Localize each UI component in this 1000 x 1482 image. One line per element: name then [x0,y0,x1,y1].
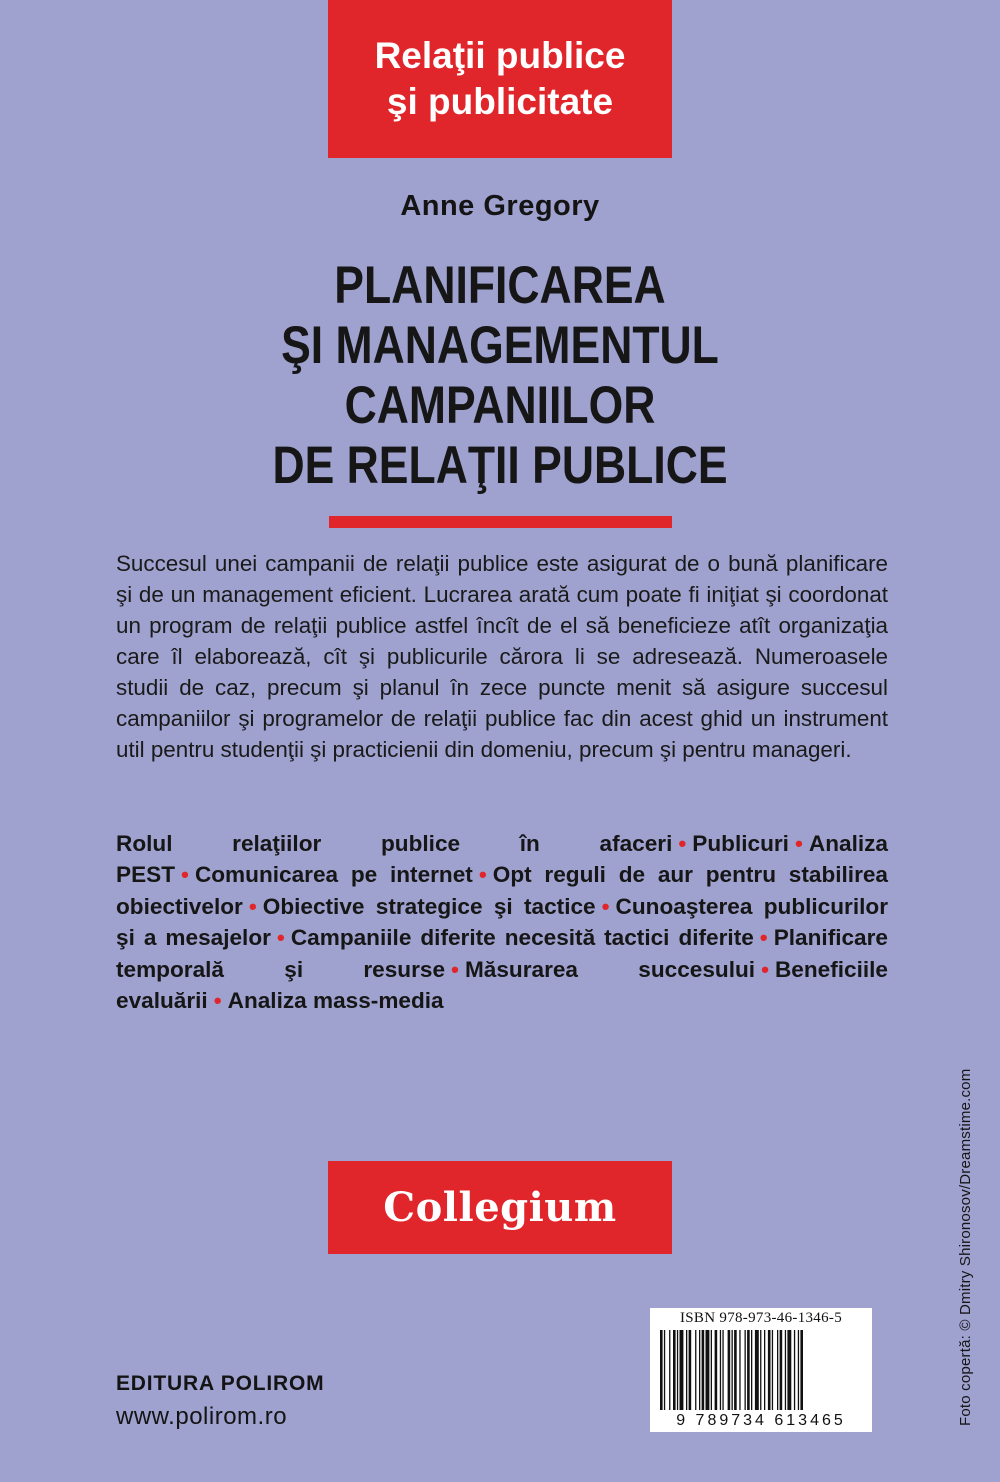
bullet-icon: • [276,925,285,951]
publisher-logo-box [328,1161,672,1254]
isbn-number: ISBN 978-973-46-1346-5 [679,1310,842,1326]
topic-item: Cunoaşterea publicurilor şi a mesajelor [116,893,888,951]
topic-item: Comunicarea pe internet [194,862,473,888]
barcode-bar [760,1330,761,1410]
barcode-bar [739,1330,740,1410]
title-line: CAMPANIILOR [344,376,656,435]
barcode-bar [680,1330,684,1410]
barcode-bar [695,1330,696,1410]
author-name: Anne Gregory [400,190,600,222]
barcode-bar [787,1330,791,1410]
topic-item: Opt reguli de aur pentru stabilirea obiectivelor [116,862,888,919]
barcode-bar [794,1330,795,1410]
bullet-icon: • [759,925,768,951]
barcode-bar [728,1330,731,1410]
title-line: DE RELAŢII PUBLICE [272,436,728,495]
barcode-bar [747,1330,750,1410]
bullet-icon: • [478,862,487,888]
photo-credit: Foto copertă: © Dmitry Shironosov/Dreamstime.com [957,1068,974,1426]
barcode-icon [658,1330,864,1410]
barcode-bar [664,1330,665,1410]
barcode-bar [785,1330,786,1410]
barcode-bar [798,1330,799,1410]
topic-item: Obiective strategice şi tactice [262,893,596,919]
series-line-2: şi publicitate [386,81,614,122]
topic-item: Publicuri [692,831,789,856]
barcode-bar [715,1330,718,1410]
bullet-icon: • [248,893,257,919]
title-divider [329,516,672,528]
barcode-bar [689,1330,692,1410]
bullet-icon: • [451,956,459,982]
barcode-bar [722,1330,723,1410]
barcode-bar [677,1330,678,1410]
barcode-bar [711,1330,712,1410]
collegium-logo: Collegium [383,1184,617,1231]
series-line-1: Relaţii publice [374,35,626,76]
book-title [80,256,920,496]
barcode-bar [800,1330,803,1410]
barcode-bar [673,1330,676,1410]
barcode-bar [669,1330,670,1410]
topic-item: Planificare temporală şi resurse [116,925,888,982]
publisher-url: www.polirom.ro [116,1403,288,1430]
barcode-bar [732,1330,733,1410]
barcode-bar [764,1330,765,1410]
barcode-bar [772,1330,773,1410]
book-description: Succesul unei campanii de relaţii publice este asigurat de o bună planificare şi de un management eficient. Lucrarea arată cum poate fi iniţiat şi coordonat un program de relaţii publice astfel încît de el să beneficieze atît organizaţia care îl elaborează, cît şi publicurile cărora li se adresează. Numeroasele studii de caz, precum şi planul în zece puncte menit să asigure succesul campaniilor şi programelor de relaţii publice fac din acest ghid un instrument util pentru studenţii şi practicienii din domeniu, precum şi pentru manageri. [116,551,888,762]
barcode-bar [660,1330,663,1410]
barcode-bar [755,1330,759,1410]
barcode-bar [699,1330,700,1410]
bullet-icon: • [213,988,222,1014]
topic-item: Campaniile diferite necesită tactici diferite [290,925,754,951]
topics-list [116,828,888,1016]
barcode-bar [780,1330,783,1410]
topic-item: Analiza PEST [116,831,888,888]
topic-item: Măsurarea succesului [464,956,756,982]
publisher-name: EDITURA POLIROM [116,1372,325,1395]
bullet-icon: • [761,956,769,982]
title-line: PLANIFICAREA [334,256,666,315]
barcode-bar [706,1330,710,1410]
barcode-bar [720,1330,721,1410]
barcode-digits: 9 789734 613465 [676,1412,846,1429]
barcode-bar [777,1330,778,1410]
barcode-bar [686,1330,687,1410]
bullet-icon: • [601,893,610,919]
barcode-bar [745,1330,746,1410]
bullet-icon: • [794,831,803,856]
series-label-box [328,0,672,158]
topic-item: Rolul relaţiilor publice în afaceri [116,831,673,856]
topic-item: Beneficiile evaluării [116,956,888,1014]
bullet-icon: • [181,862,189,888]
barcode-bar [734,1330,737,1410]
isbn-barcode-block [650,1308,872,1432]
bullet-icon: • [678,831,687,856]
title-line: ŞI MANAGEMENTUL [281,316,719,375]
barcode-bar [702,1330,705,1410]
barcode-bar [751,1330,752,1410]
barcode-bar [768,1330,771,1410]
topic-item: Analiza mass-media [227,988,444,1014]
